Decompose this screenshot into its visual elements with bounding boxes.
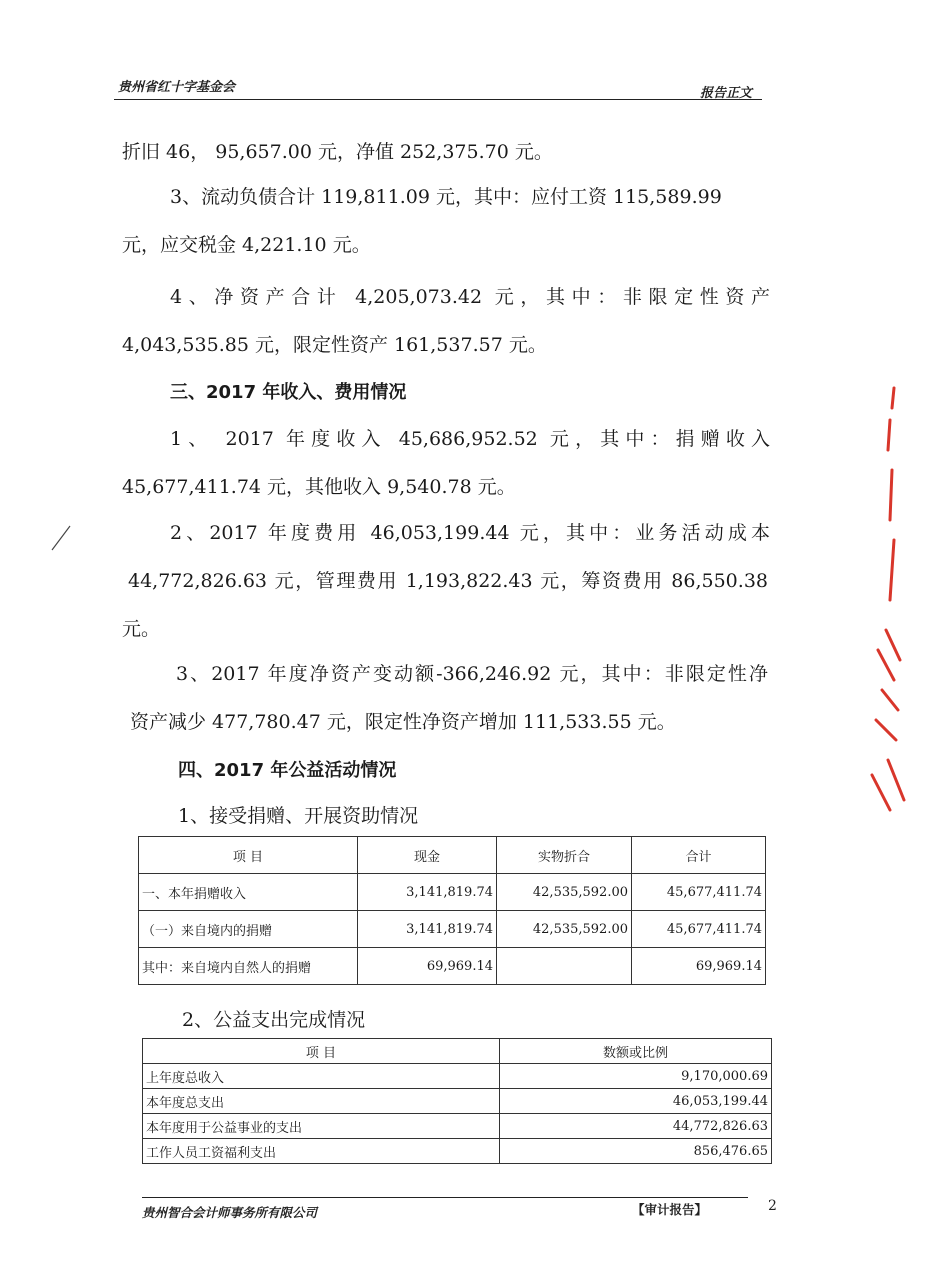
table-header-cell: 实物折合	[497, 837, 632, 874]
paragraph-line: 3、流动负债合计 119,811.09 元，其中：应付工资 115,589.99	[170, 186, 722, 208]
subsection-heading: 1、接受捐赠、开展资助情况	[178, 805, 419, 827]
binding-mark-icon	[40, 520, 80, 560]
expenditure-table	[142, 1038, 772, 1164]
table-cell: 工作人员工资福利支出	[143, 1139, 500, 1164]
table-cell: 42,535,592.00	[497, 874, 632, 911]
table-header-row	[143, 1039, 772, 1064]
subsection-heading: 2、公益支出完成情况	[182, 1009, 366, 1031]
table-header-cell: 项 目	[143, 1039, 500, 1064]
table-header-row	[139, 837, 766, 874]
seal-stamp-icon	[860, 380, 920, 820]
footer-doc-type: 【审计报告】	[632, 1202, 708, 1217]
table-header-cell: 现金	[358, 837, 497, 874]
table-cell: 一、本年捐赠收入	[139, 874, 358, 911]
page-number: 2	[768, 1198, 777, 1214]
table-cell: 42,535,592.00	[497, 911, 632, 948]
table-cell: 3,141,819.74	[358, 911, 497, 948]
table-row	[139, 874, 766, 911]
header-section: 报告正文	[700, 86, 753, 101]
table-cell: 45,677,411.74	[632, 874, 766, 911]
donations-table	[138, 836, 766, 985]
paragraph-line: 4、净资产合计 4,205,073.42 元，其中：非限定性资产	[170, 286, 770, 308]
table-row	[143, 1139, 772, 1164]
table-header-cell: 项 目	[139, 837, 358, 874]
section-heading: 三、2017 年收入、费用情况	[170, 382, 407, 403]
paragraph-line: 2、2017 年度费用 46,053,199.44 元，其中：业务活动成本	[170, 522, 770, 544]
header-organization: 贵州省红十字基金会	[118, 80, 236, 95]
footer-rule	[142, 1197, 748, 1198]
table-row	[139, 948, 766, 985]
section-heading: 四、2017 年公益活动情况	[178, 760, 397, 781]
table-cell: 本年度总支出	[143, 1089, 500, 1114]
table-cell: 3,141,819.74	[358, 874, 497, 911]
table-cell: （一）来自境内的捐赠	[139, 911, 358, 948]
footer-firm: 贵州智合会计师事务所有限公司	[142, 1205, 318, 1220]
table-cell: 44,772,826.63	[500, 1114, 772, 1139]
table-cell: 856,476.65	[500, 1139, 772, 1164]
table-cell: 本年度用于公益事业的支出	[143, 1114, 500, 1139]
paragraph-line: 45,677,411.74 元，其他收入 9,540.78 元。	[122, 476, 516, 498]
paragraph-line: 资产减少 477,780.47 元，限定性净资产增加 111,533.55 元。	[130, 711, 676, 733]
table-row	[143, 1064, 772, 1089]
paragraph-line: 3、2017 年度净资产变动额-366,246.92 元，其中：非限定性净	[176, 663, 768, 685]
paragraph-line: 元，应交税金 4,221.10 元。	[122, 234, 371, 256]
table-row	[139, 911, 766, 948]
paragraph-line: 1、 2017 年度收入 45,686,952.52 元，其中：捐赠收入	[170, 428, 770, 450]
header-rule	[114, 99, 762, 100]
table-header-cell: 合计	[632, 837, 766, 874]
table-cell: 其中：来自境内自然人的捐赠	[139, 948, 358, 985]
table-header-cell: 数额或比例	[500, 1039, 772, 1064]
table-cell: 45,677,411.74	[632, 911, 766, 948]
table-cell: 69,969.14	[358, 948, 497, 985]
table-cell: 上年度总收入	[143, 1064, 500, 1089]
table-cell: 69,969.14	[632, 948, 766, 985]
paragraph-line: 元。	[122, 618, 161, 640]
table-row	[143, 1089, 772, 1114]
paragraph-line: 折旧 46， 95,657.00 元，净值 252,375.70 元。	[122, 141, 553, 163]
paragraph-line: 4,043,535.85 元，限定性资产 161,537.57 元。	[122, 334, 547, 356]
paragraph-line: 44,772,826.63 元，管理费用 1,193,822.43 元，筹资费用 86,550.38	[128, 570, 768, 592]
table-cell: 46,053,199.44	[500, 1089, 772, 1114]
table-row	[143, 1114, 772, 1139]
table-cell	[497, 948, 632, 985]
table-cell: 9,170,000.69	[500, 1064, 772, 1089]
